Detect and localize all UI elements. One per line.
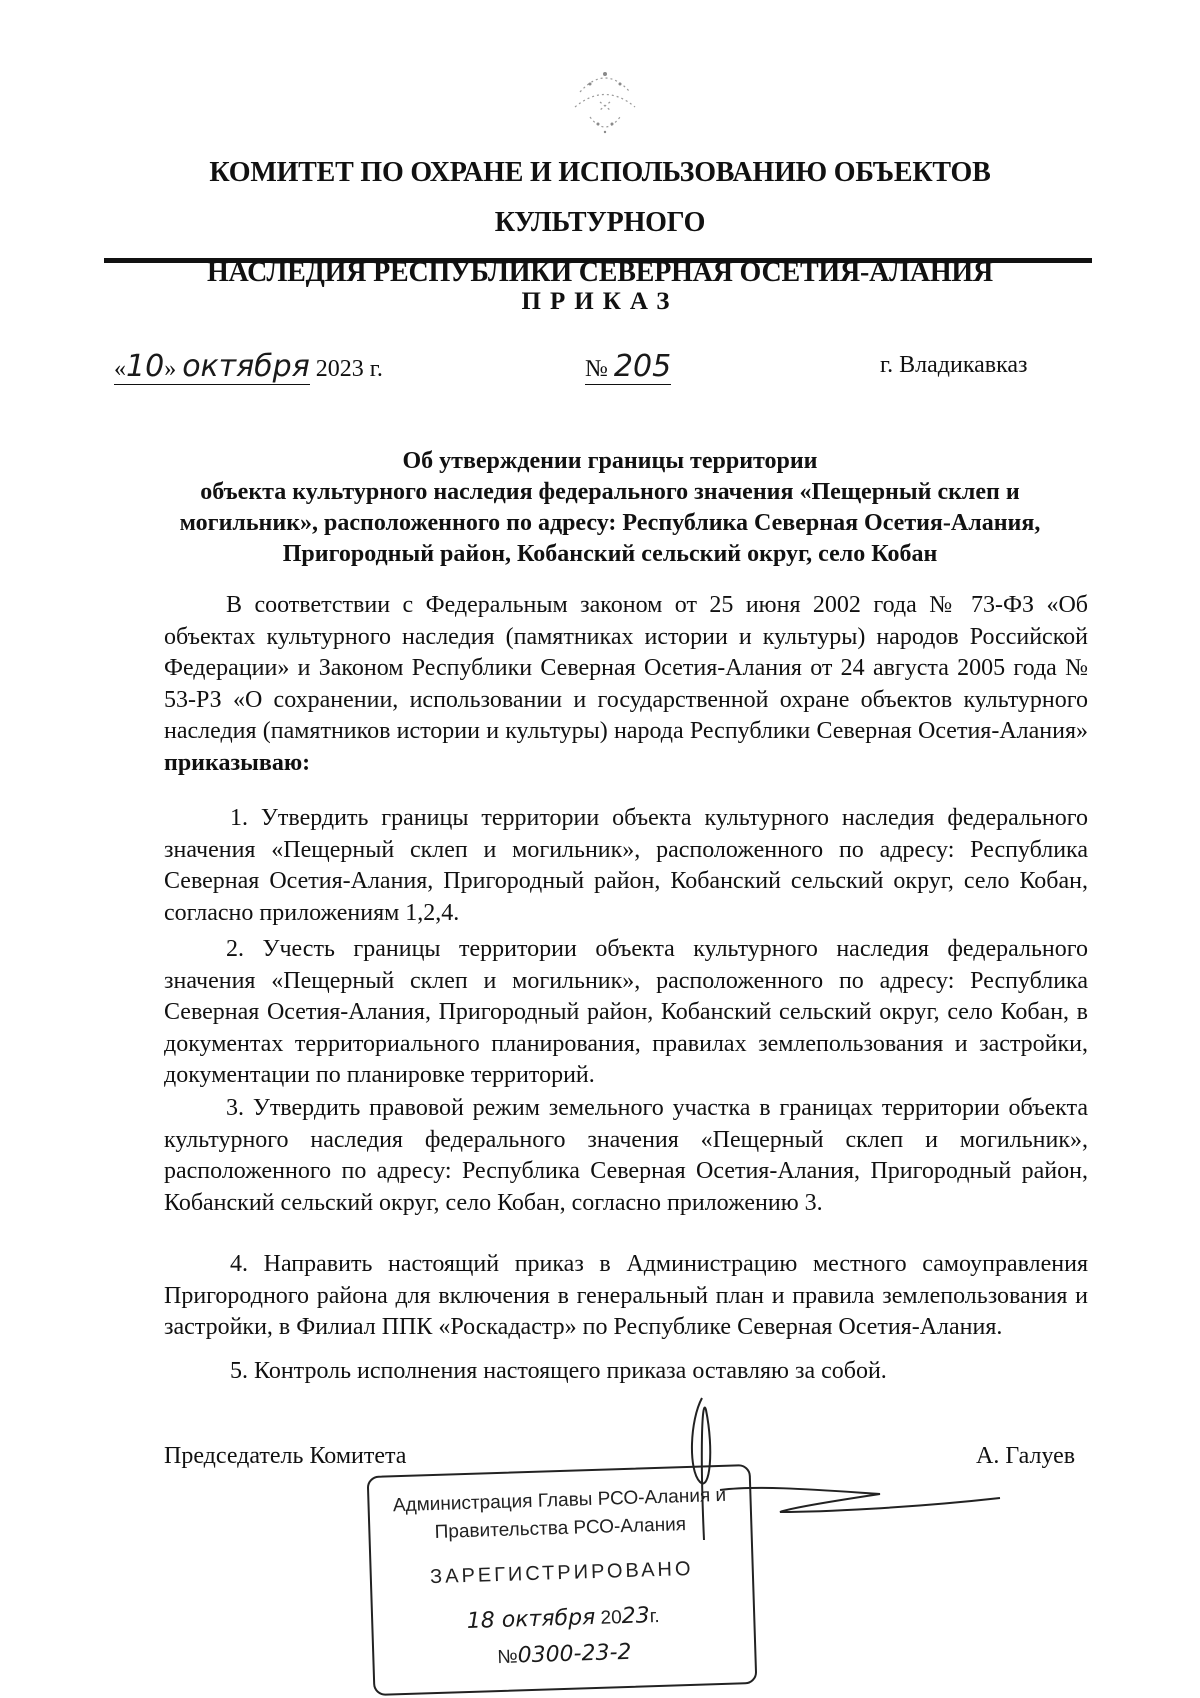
stamp-year: 23 — [621, 1603, 651, 1630]
list-item: 2. Учесть границы территории объекта культурного наследия федерального значения «Пещерный склеп и могильник», расположенного по адресу: Республика Северная Осетия-Алания, Пригородный район, Кобанский сельский округ, село Кобан, в документах территориального планирования, правилах землепользования и застройки, документации по планировке территорий. — [164, 936, 1088, 1088]
stamp-year-suffix: г. — [649, 1605, 660, 1628]
title-line-1: Об утверждении границы территории — [402, 448, 818, 474]
header-divider — [104, 258, 1092, 263]
signatory-position: Председатель Комитета — [164, 1443, 407, 1469]
stamp-number: 0300-23-2 — [517, 1639, 632, 1669]
stamp-year-prefix: 20 — [600, 1607, 623, 1629]
order-city: г. Владикавказ — [880, 352, 1028, 378]
stamp-registration-number — [374, 1636, 755, 1673]
header-line-2: НАСЛЕДИЯ РЕСПУБЛИКИ СЕВЕРНАЯ ОСЕТИЯ-АЛАНИЯ — [206, 257, 994, 288]
stamp-authority-line-1: Администрация Главы РСО-Алания и — [392, 1484, 727, 1517]
stamp-authority-line-2: Правительства РСО-Алания — [434, 1514, 687, 1543]
stamp-number-prefix: № — [496, 1646, 518, 1669]
date-month: октября — [182, 349, 310, 384]
emblem-icon — [560, 62, 650, 142]
list-item: 4. Направить настоящий приказ в Администрацию местного самоуправления Пригородного района для включения в генеральный план и правила землепользования и застройки, в Филиал ППК «Роскадастр» по Республике Северная Осетия-Алания. — [164, 1251, 1088, 1340]
list-item: 3. Утвердить правовой режим земельного участка в границах территории объекта культурного наследия федерального значения «Пещерный склеп и могильник», расположенного по адресу: Республика Северная Осетия-Алания, Пригородный район, Кобанский сельский округ, село Кобан, согласно приложению 3. — [164, 1095, 1088, 1216]
list-item: 1. Утвердить границы территории объекта культурного наследия федерального значения «Пещерный склеп и могильник», расположенного по адресу: Республика Северная Осетия-Алания, Пригородный район, Кобанский сельский округ, село Кобан, согласно приложениям 1,2,4. — [164, 805, 1088, 926]
title-line-2: объекта культурного наследия федерального значения «Пещерный склеп и — [200, 479, 1020, 505]
intro-text: В соответствии с Федеральным законом от 25 июня 2002 года № 73-ФЗ «Об объектах культурного наследия (памятниках истории и культуры) народов Российской Федерации» и Законом Республики Северная Осетия-Алания от 24 августа 2005 года № 53-РЗ «О сохранении, использовании и государственной охране объектов культурного наследия (памятников истории и культуры) народа Республики Северная Осетия-Алания» — [164, 592, 1088, 744]
list-item: 5. Контроль исполнения настоящего приказа оставляю за собой. — [230, 1358, 887, 1384]
stamp-status: ЗАРЕГИСТРИРОВАНО — [429, 1557, 694, 1589]
header-line-1: КОМИТЕТ ПО ОХРАНЕ И ИСПОЛЬЗОВАНИЮ ОБЪЕКТОВ КУЛЬТУРНОГО — [209, 157, 991, 238]
committee-header — [110, 148, 1090, 298]
order-date: «10» октября 2023 г. — [114, 349, 383, 384]
stamp-registration-date — [373, 1600, 754, 1637]
order-title — [140, 446, 1080, 570]
date-year: 2023 г. — [315, 356, 383, 382]
number-prefix: № — [585, 356, 608, 382]
intro-paragraph — [164, 590, 1088, 779]
document-type: ПРИКАЗ — [521, 288, 679, 315]
date-day: 10 — [126, 349, 165, 384]
stamp-date-day-month: 18 октября — [466, 1604, 596, 1635]
number-value: 205 — [613, 349, 672, 384]
registration-stamp — [367, 1464, 758, 1696]
signatory-name: А. Галуев — [976, 1443, 1076, 1469]
order-number — [585, 349, 672, 385]
title-line-4: Пригородный район, Кобанский сельский округ, село Кобан — [282, 541, 938, 567]
title-line-3: могильник», расположенного по адресу: Республика Северная Осетия-Алания, — [179, 510, 1041, 536]
intro-action: приказываю: — [164, 749, 311, 776]
